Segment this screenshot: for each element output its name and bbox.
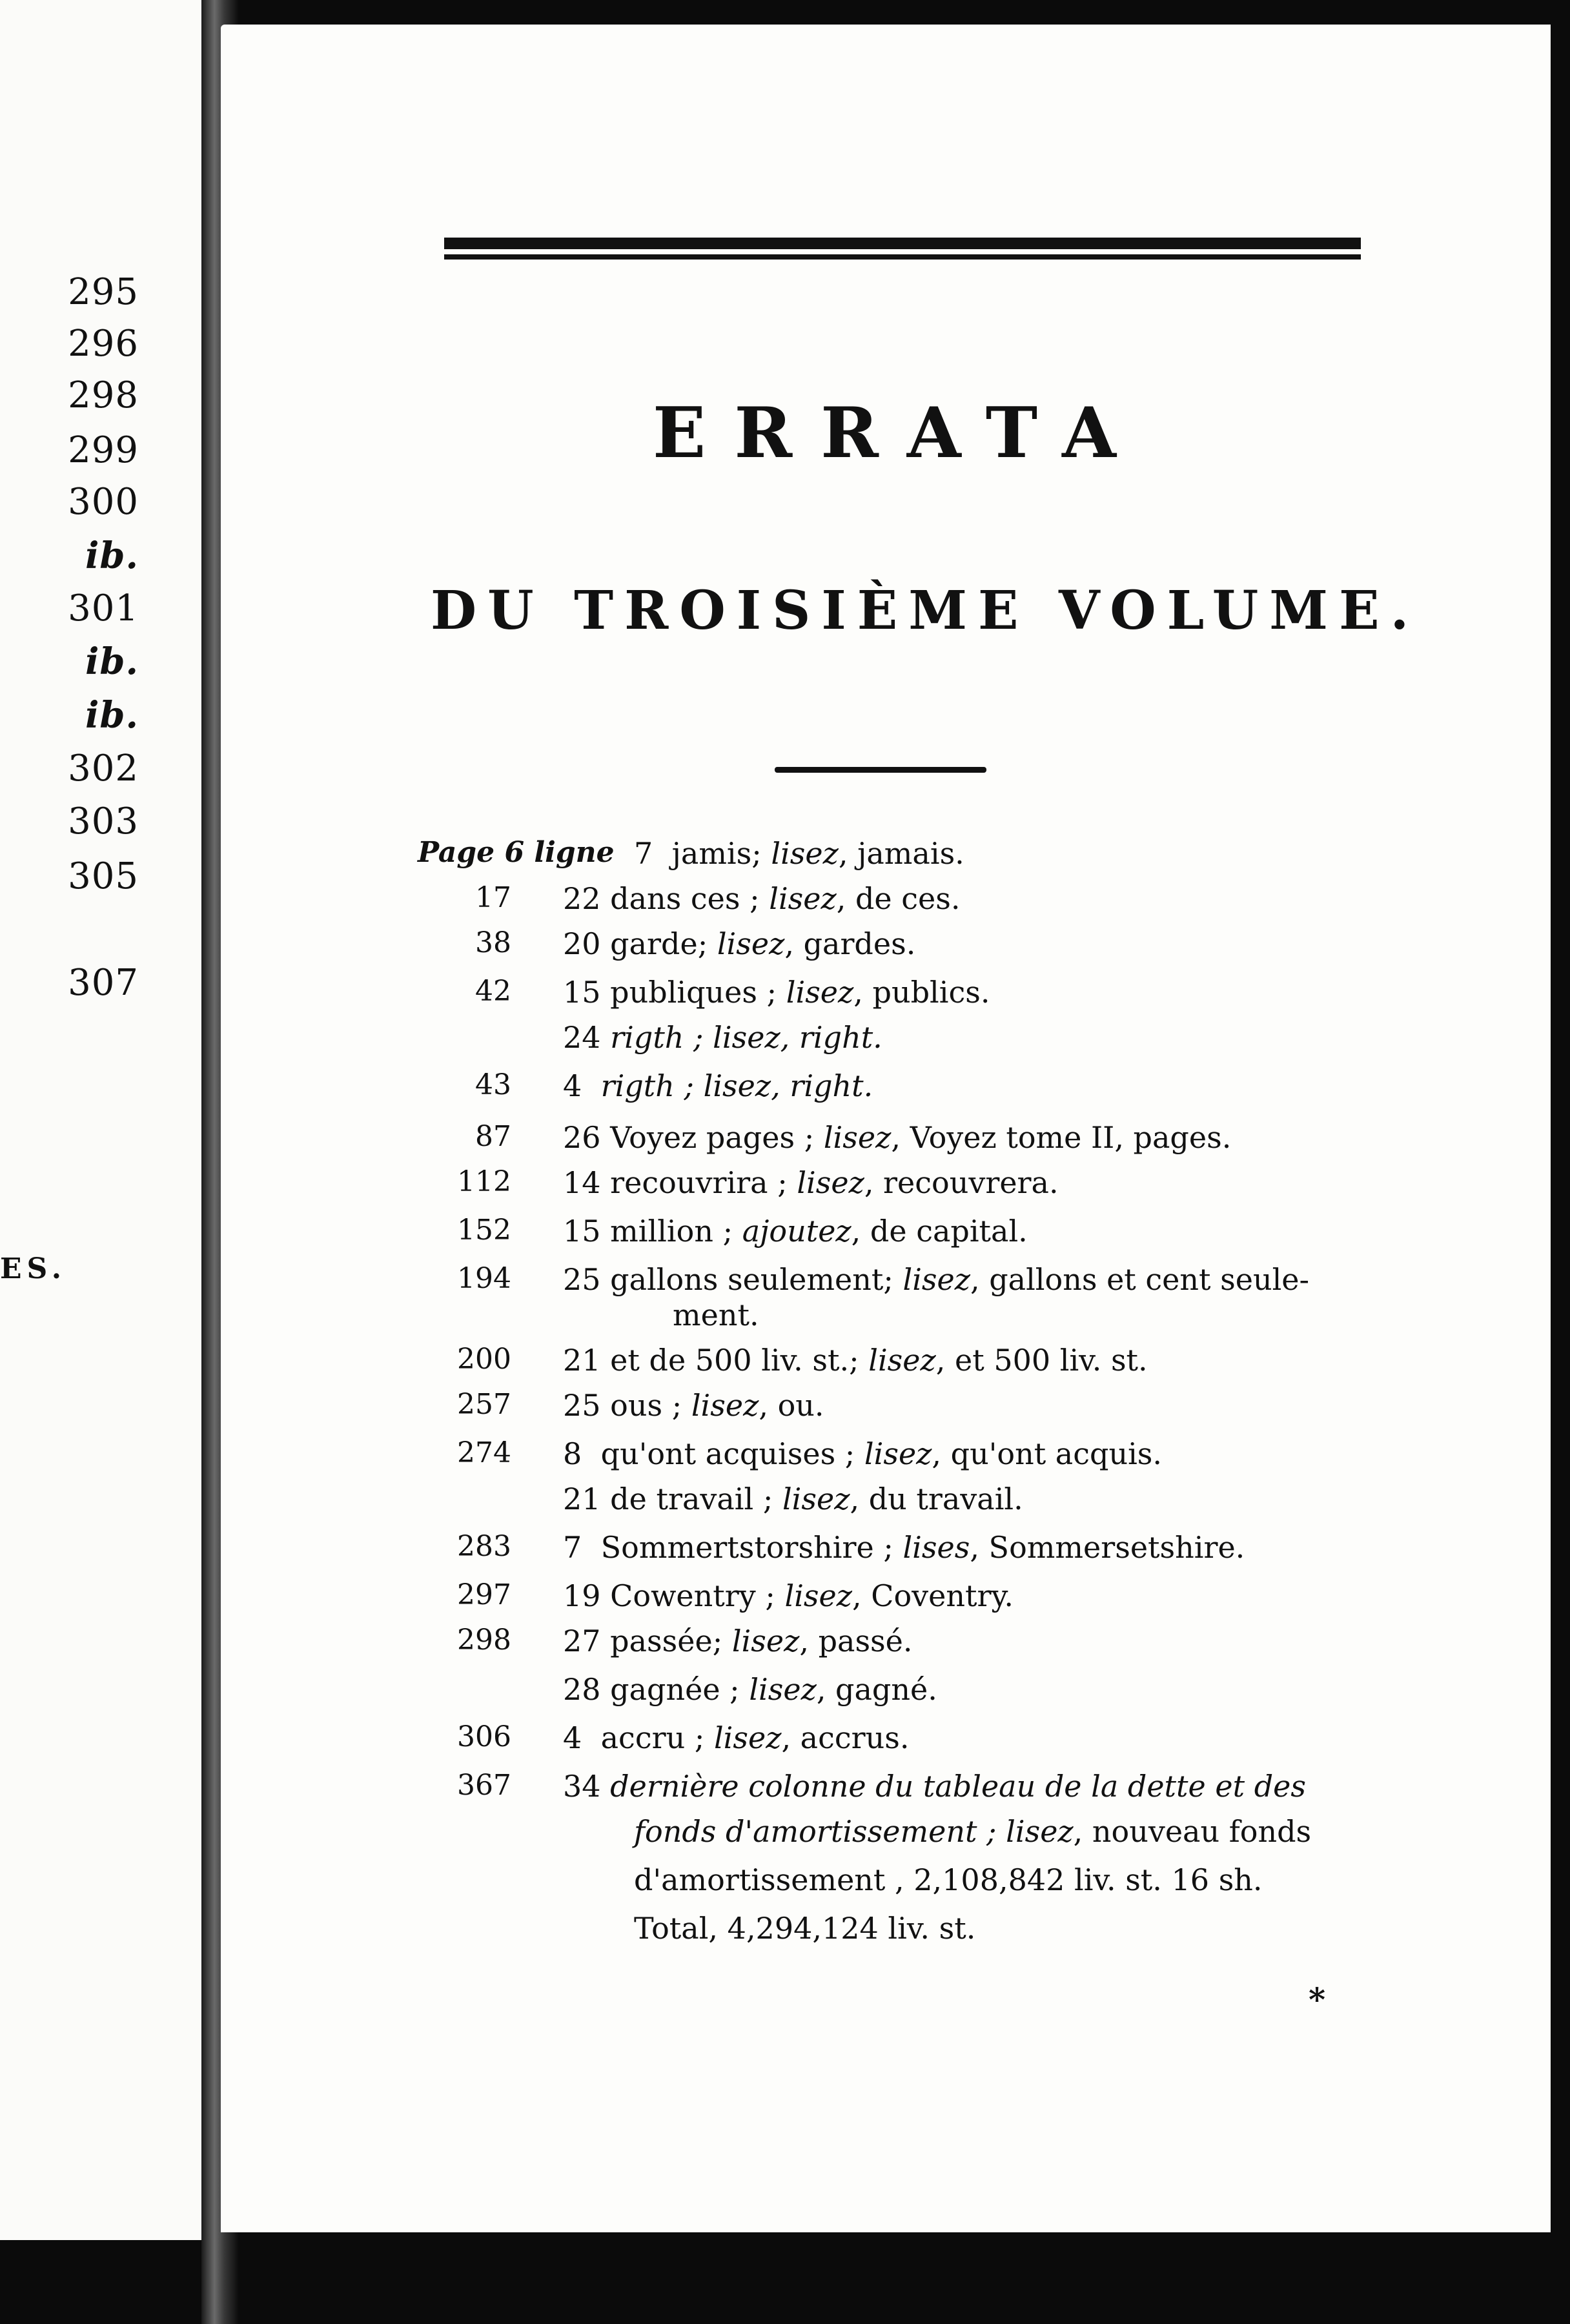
errata-text: right. xyxy=(790,1068,873,1103)
errata-entry xyxy=(563,1530,1245,1565)
errata-text: , nouveau fonds xyxy=(1073,1814,1312,1849)
errata-text: dans ces ; xyxy=(610,881,770,916)
errata-page-number: 257 xyxy=(457,1388,511,1421)
errata-text: Total, 4,294,124 liv. st. xyxy=(634,1911,976,1946)
errata-text: , Coventry. xyxy=(852,1578,1014,1613)
errata-entry xyxy=(563,926,915,961)
errata-entry xyxy=(634,1862,1263,1897)
errata-text: , passé. xyxy=(799,1624,913,1658)
errata-text: accru ; xyxy=(600,1720,714,1755)
errata-correction-word: lisez xyxy=(713,1720,782,1755)
errata-text: de travail ; xyxy=(610,1482,782,1516)
errata-text: , et 500 liv. st. xyxy=(935,1343,1148,1378)
errata-text: passée; xyxy=(610,1624,732,1658)
errata-text: , jamais. xyxy=(838,836,964,871)
left-facing-page xyxy=(0,0,201,2240)
errata-text: , publics. xyxy=(853,975,990,1010)
errata-correction-word: lisez xyxy=(797,1165,864,1200)
errata-text: , gallons et cent seule- xyxy=(970,1262,1310,1297)
errata-line-number: 15 xyxy=(563,1214,601,1249)
errata-text: d'amortissement , 2,108,842 liv. st. 16 sh. xyxy=(634,1862,1263,1897)
errata-entry xyxy=(563,1578,1014,1613)
errata-text: ment. xyxy=(673,1298,759,1332)
errata-page-number: 112 xyxy=(457,1165,511,1198)
errata-text: ous ; xyxy=(610,1388,691,1423)
errata-text: Cowentry ; xyxy=(610,1578,785,1613)
errata-entry xyxy=(634,836,964,871)
errata-correction-word: lisez xyxy=(786,975,854,1010)
errata-page-number: 298 xyxy=(457,1624,511,1656)
left-page-number: 302 xyxy=(68,748,139,790)
errata-page-number: 43 xyxy=(475,1068,511,1101)
errata-text: , gagné. xyxy=(816,1672,937,1707)
left-page-number: 300 xyxy=(68,481,139,523)
errata-correction-word: lisez xyxy=(823,1120,892,1155)
errata-line-number: 25 xyxy=(563,1262,601,1297)
errata-entry xyxy=(563,1672,937,1707)
errata-entry xyxy=(563,1624,913,1658)
errata-text: , recouvrera. xyxy=(864,1165,1059,1200)
errata-text: gallons seulement; xyxy=(610,1262,903,1297)
errata-correction-word: lisez xyxy=(771,836,839,871)
errata-entry xyxy=(563,1068,873,1103)
errata-line-number: 4 xyxy=(563,1720,582,1755)
errata-correction-word: lisez, xyxy=(694,1068,790,1103)
errata-correction-word: lisez xyxy=(864,1436,932,1471)
left-page-number: ib. xyxy=(85,694,139,737)
errata-text: , Sommersetshire. xyxy=(970,1530,1245,1565)
left-page-text-fragment: ES. xyxy=(0,1252,67,1285)
errata-text: et de 500 liv. st.; xyxy=(610,1343,869,1378)
errata-text: rigth ; xyxy=(600,1068,695,1103)
errata-line-number: 28 xyxy=(563,1672,601,1707)
signature-mark: * xyxy=(1309,1981,1326,2019)
errata-correction-word: lisez xyxy=(691,1388,759,1423)
errata-page-number: 274 xyxy=(457,1436,511,1469)
errata-line-number: 27 xyxy=(563,1624,601,1658)
top-rule-thick xyxy=(444,238,1361,249)
errata-line-number: 14 xyxy=(563,1165,601,1200)
errata-entry xyxy=(563,1262,1309,1297)
errata-text: , de capital. xyxy=(851,1214,1028,1249)
errata-correction-word: lisez xyxy=(717,926,785,961)
page-title: ERRATA xyxy=(653,392,1145,474)
errata-page-number: 17 xyxy=(475,881,511,914)
errata-entry xyxy=(563,1214,1028,1249)
errata-line-number: 15 xyxy=(563,975,601,1010)
left-page-number: 295 xyxy=(68,271,139,313)
errata-correction-word: fonds d'amortissement ; lisez xyxy=(634,1814,1074,1849)
errata-text: jamis; xyxy=(671,836,771,871)
errata-page-number: 200 xyxy=(457,1343,511,1376)
errata-text: , Voyez tome II, pages. xyxy=(891,1120,1232,1155)
errata-page-number: 152 xyxy=(457,1214,511,1247)
errata-entry xyxy=(563,1120,1231,1155)
errata-text: rigth ; xyxy=(610,1020,704,1055)
left-page-number: ib. xyxy=(85,535,139,577)
errata-entry xyxy=(563,1165,1059,1200)
errata-page-number: 194 xyxy=(457,1262,511,1295)
errata-entry xyxy=(634,1814,1311,1849)
errata-page-number: 38 xyxy=(475,926,511,959)
errata-entry xyxy=(563,1388,824,1423)
errata-text: garde; xyxy=(610,926,717,961)
errata-text: , gardes. xyxy=(784,926,916,961)
errata-text: million ; xyxy=(610,1214,742,1249)
errata-correction-word: lisez xyxy=(749,1672,817,1707)
errata-correction-word: lisez, xyxy=(703,1020,799,1055)
errata-page-number: 42 xyxy=(475,975,511,1008)
errata-text: qu'ont acquises ; xyxy=(600,1436,864,1471)
top-rule-thin xyxy=(444,254,1361,260)
errata-line-number: 4 xyxy=(563,1068,582,1103)
errata-line-number: 8 xyxy=(563,1436,582,1471)
errata-page-number: Page 6 ligne xyxy=(418,836,615,869)
errata-line-number: 26 xyxy=(563,1120,601,1155)
left-page-number: 298 xyxy=(68,374,139,416)
errata-page-number: 367 xyxy=(457,1769,511,1802)
errata-correction-word: lisez xyxy=(782,1482,850,1516)
errata-entry xyxy=(563,1482,1023,1516)
errata-correction-word: lises xyxy=(902,1530,970,1565)
errata-correction-word: dernière colonne du tableau de la dette et des xyxy=(610,1769,1306,1804)
left-page-number: 305 xyxy=(68,855,139,897)
errata-correction-word: lisez xyxy=(868,1343,936,1378)
errata-entry xyxy=(563,1769,1306,1804)
errata-line-number: 19 xyxy=(563,1578,601,1613)
errata-line-number: 7 xyxy=(563,1530,582,1565)
errata-entry xyxy=(563,1436,1162,1471)
errata-entry xyxy=(563,975,990,1010)
errata-page-number: 306 xyxy=(457,1720,511,1753)
errata-line-number: 20 xyxy=(563,926,601,961)
errata-text: publiques ; xyxy=(610,975,786,1010)
errata-line-number: 34 xyxy=(563,1769,601,1804)
errata-text: right. xyxy=(799,1020,882,1055)
errata-correction-word: lisez xyxy=(902,1262,970,1297)
errata-entry xyxy=(563,1020,882,1055)
errata-line-number: 7 xyxy=(634,836,653,871)
errata-entry xyxy=(673,1298,759,1332)
errata-entry xyxy=(634,1911,975,1946)
errata-text: gagnée ; xyxy=(610,1672,749,1707)
left-page-number: 307 xyxy=(68,962,139,1004)
separator-rule xyxy=(775,767,986,773)
errata-text: recouvrira ; xyxy=(610,1165,797,1200)
errata-correction-word: ajoutez xyxy=(742,1214,851,1249)
left-page-number: 296 xyxy=(68,323,139,365)
errata-correction-word: lisez xyxy=(784,1578,852,1613)
errata-text: Sommertstorshire ; xyxy=(600,1530,903,1565)
errata-entry xyxy=(563,1720,909,1755)
errata-line-number: 21 xyxy=(563,1343,601,1378)
errata-line-number: 21 xyxy=(563,1482,601,1516)
errata-page-number: 283 xyxy=(457,1530,511,1563)
left-page-number: 299 xyxy=(68,429,139,471)
errata-page-number: 297 xyxy=(457,1578,511,1611)
errata-text: , de ces. xyxy=(836,881,961,916)
left-page-number: 303 xyxy=(68,800,139,842)
errata-entry xyxy=(563,1343,1148,1378)
errata-text: , qu'ont acquis. xyxy=(932,1436,1163,1471)
left-page-number: ib. xyxy=(85,640,139,683)
errata-page xyxy=(221,25,1551,2232)
errata-correction-word: lisez xyxy=(769,881,837,916)
errata-entry xyxy=(563,881,960,916)
errata-line-number: 24 xyxy=(563,1020,601,1055)
errata-text: Voyez pages ; xyxy=(610,1120,824,1155)
errata-text: , ou. xyxy=(759,1388,824,1423)
left-page-number: 301 xyxy=(68,587,139,629)
errata-text: , accrus. xyxy=(781,1720,910,1755)
errata-correction-word: lisez xyxy=(731,1624,800,1658)
errata-line-number: 22 xyxy=(563,881,601,916)
errata-line-number: 25 xyxy=(563,1388,601,1423)
errata-text: , du travail. xyxy=(850,1482,1023,1516)
page-subtitle: DU TROISIÈME VOLUME. xyxy=(431,580,1420,642)
errata-page-number: 87 xyxy=(475,1120,511,1153)
